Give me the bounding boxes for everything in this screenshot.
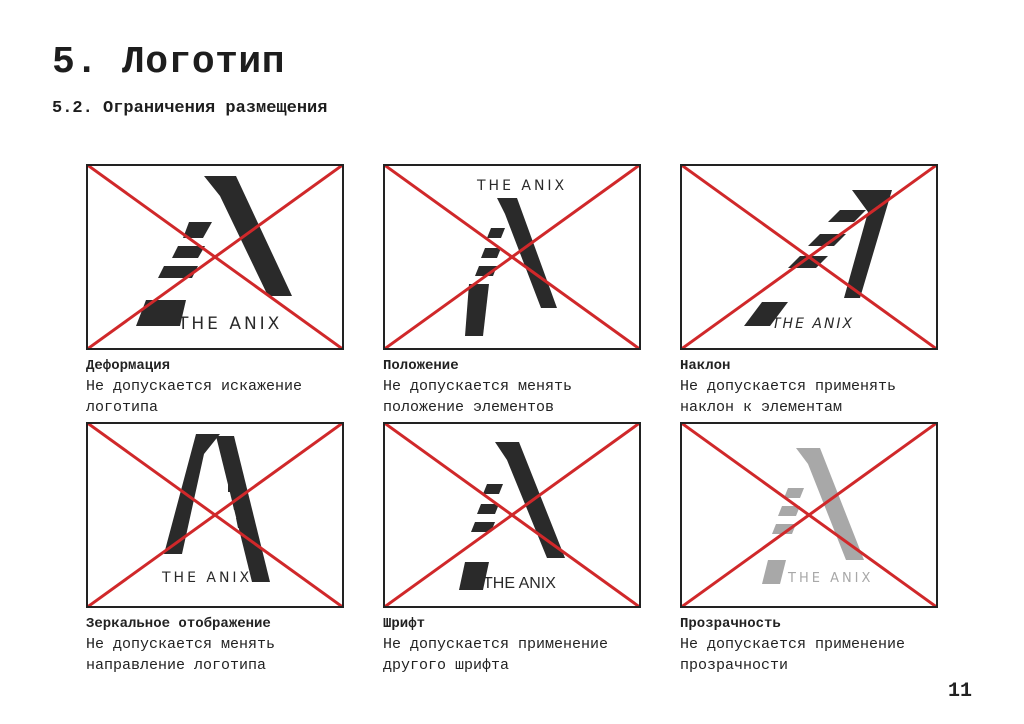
- page-subtitle: 5.2. Ограничения размещения: [52, 99, 328, 118]
- card-description: Не допускается менять положение элементов: [383, 378, 573, 416]
- card-title: Зеркальное отображение: [86, 616, 271, 632]
- logo-wordmark: THE ANIX: [477, 178, 568, 194]
- card-description: Не допускается менять направление логотипа: [86, 636, 276, 674]
- card-title: Положение: [383, 358, 459, 374]
- card-transparency: [680, 422, 936, 676]
- prohibition-cross-icon: [680, 422, 938, 608]
- card-title: Наклон: [680, 358, 731, 374]
- card-tilt: [680, 164, 936, 418]
- logo-frame: [86, 422, 344, 608]
- logo-frame: [680, 164, 938, 350]
- card-mirror: [86, 422, 342, 676]
- page-title: 5. Логотип: [52, 41, 286, 84]
- card-description: Не допускается искажение логотипа: [86, 378, 303, 416]
- logo-frame: [680, 422, 938, 608]
- card-deformation: [86, 164, 342, 418]
- card-description: Не допускается применение другого шрифта: [383, 636, 609, 674]
- logo-frame: [383, 422, 641, 608]
- logo-wordmark: THE ANIX: [483, 575, 556, 592]
- prohibition-cross-icon: [86, 164, 344, 350]
- prohibition-cross-icon: [86, 422, 344, 608]
- prohibition-cross-icon: [383, 422, 641, 608]
- prohibition-cross-icon: [680, 164, 938, 350]
- logo-wordmark: THE ANIX: [788, 571, 874, 586]
- prohibition-cross-icon: [383, 164, 641, 350]
- logo-frame: [383, 164, 641, 350]
- logo-wordmark: THE ANIX: [772, 316, 855, 332]
- card-title: Шрифт: [383, 616, 426, 632]
- logo-frame: [86, 164, 344, 350]
- logo-wordmark: THE ANIX: [162, 570, 253, 586]
- card-position: [383, 164, 639, 418]
- card-title: Прозрачность: [680, 616, 781, 632]
- card-title: Деформация: [86, 358, 171, 374]
- logo-wordmark: THE ANIX: [178, 314, 283, 334]
- page-number: 11: [947, 680, 972, 703]
- card-description: Не допускается применение прозрачности: [680, 636, 906, 674]
- card-font: [383, 422, 639, 676]
- card-description: Не допускается применять наклон к элементам: [680, 378, 897, 416]
